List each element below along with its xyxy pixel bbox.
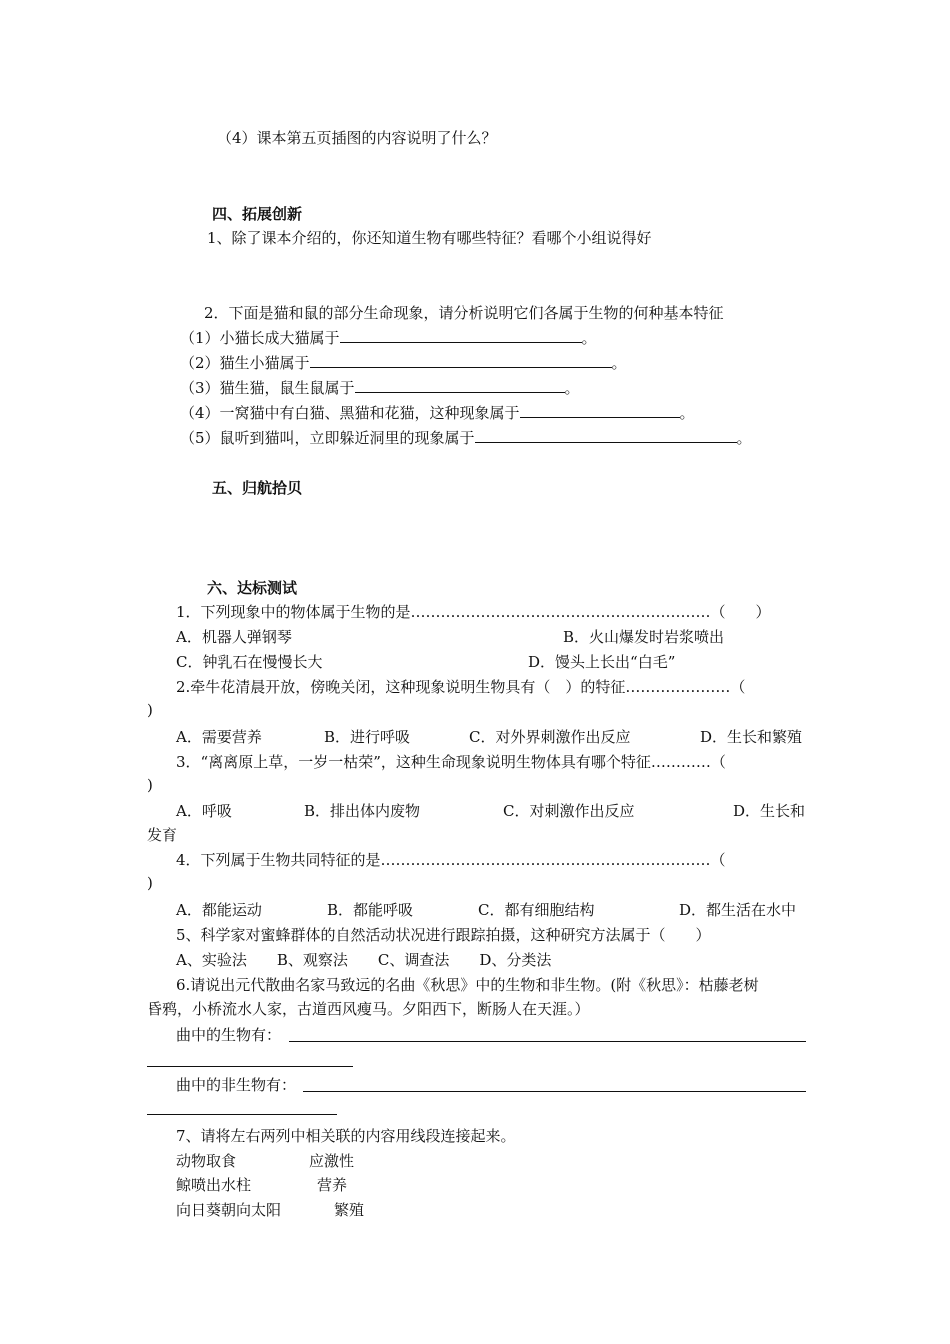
end-mark: 。 xyxy=(564,379,580,397)
answer-blank[interactable] xyxy=(340,328,582,343)
bio-label: 曲中的生物有： xyxy=(176,1026,282,1044)
cat-item-2-text: （2）猫生小猫属于 xyxy=(180,354,310,372)
test-q6-line-2: 昏鸦，小桥流水人家，古道西风瘦马。夕阳西下，断肠人在天涯。） xyxy=(147,1000,590,1018)
test-q3-option-a[interactable]: A．呼吸 xyxy=(176,802,232,820)
cat-item-3-text: （3）猫生猫，鼠生鼠属于 xyxy=(180,379,355,397)
section-4-title: 四、拓展创新 xyxy=(212,205,303,223)
bio-answer-line-2[interactable] xyxy=(147,1066,353,1067)
test-q4-option-c[interactable]: C．都有细胞结构 xyxy=(478,901,595,919)
answer-blank[interactable] xyxy=(475,428,737,443)
match-left-1[interactable]: 动物取食 xyxy=(176,1152,237,1170)
nonbio-answer-line[interactable] xyxy=(303,1091,806,1092)
cat-item-4-text: （4）一窝猫中有白猫、黑猫和花猫，这种现象属于 xyxy=(180,404,520,422)
extension-q1: 1、除了课本介绍的，你还知道生物有哪些特征？看哪个小组说得好 xyxy=(207,229,652,247)
end-mark: 。 xyxy=(611,354,627,372)
question-4-prompt: （4）课本第五页插图的内容说明了什么？ xyxy=(217,129,497,147)
extension-q2-title: 2．下面是猫和鼠的部分生命现象，请分析说明它们各属于生物的何种基本特征 xyxy=(204,304,724,322)
cat-item-1-text: （1）小猫长成大猫属于 xyxy=(180,329,340,347)
match-right-3[interactable]: 繁殖 xyxy=(334,1201,365,1219)
test-q4-option-d[interactable]: D．都生活在水中 xyxy=(679,901,797,919)
end-mark: 。 xyxy=(736,429,752,447)
test-q1-option-c[interactable]: C．钟乳石在慢慢长大 xyxy=(176,653,323,671)
cat-item-5-text: （5）鼠听到猫叫，立即躲近洞里的现象属于 xyxy=(180,429,475,447)
test-q5-stem: 5、科学家对蜜蜂群体的自然活动状况进行跟踪拍摄，这种研究方法属于（ ） xyxy=(176,926,711,944)
cat-item-1 xyxy=(180,328,597,348)
test-q7-stem: 7、请将左右两列中相关联的内容用线段连接起来。 xyxy=(176,1127,516,1145)
test-q3-stem: 3．“离离原上草，一岁一枯荣”，这种生命现象说明生物体具有哪个特征…………（ xyxy=(176,753,726,771)
test-q3-option-d[interactable]: D．生长和 xyxy=(733,802,806,820)
test-q1-option-b[interactable]: B．火山爆发时岩浆喷出 xyxy=(563,628,725,646)
cat-item-2 xyxy=(180,353,627,373)
test-q2-option-c[interactable]: C．对外界刺激作出反应 xyxy=(469,728,631,746)
match-right-1[interactable]: 应激性 xyxy=(309,1152,355,1170)
answer-blank[interactable] xyxy=(310,353,612,368)
match-right-2[interactable]: 营养 xyxy=(317,1176,348,1194)
end-mark: 。 xyxy=(679,404,695,422)
test-q4-stem: 4．下列属于生物共同特征的是…………………………………………………………（ xyxy=(176,851,726,869)
test-q4-option-a[interactable]: A．都能运动 xyxy=(176,901,262,919)
section-5-title: 五、归航拾贝 xyxy=(212,479,303,497)
test-q5-options[interactable]: A、实验法 B、观察法 C、调查法 D、分类法 xyxy=(176,951,552,969)
section-6-title: 六、达标测试 xyxy=(207,579,298,597)
nonbio-label: 曲中的非生物有： xyxy=(176,1076,297,1094)
test-q1-stem: 1．下列现象中的物体属于生物的是……………………………………………………（ ） xyxy=(176,603,771,621)
test-q1-option-a[interactable]: A．机器人弹钢琴 xyxy=(176,628,292,646)
cat-item-3 xyxy=(180,378,580,398)
answer-blank[interactable] xyxy=(355,378,565,393)
end-mark: 。 xyxy=(581,329,597,347)
test-q3-option-d-continued: 发育 xyxy=(147,826,178,844)
test-q2-stem: 2.牵牛花清晨开放，傍晚关闭，这种现象说明生物具有（ ）的特征…………………（ xyxy=(176,678,746,696)
test-q3-stem-end: ) xyxy=(147,776,153,794)
cat-item-5 xyxy=(180,428,752,448)
match-left-2[interactable]: 鲸喷出水柱 xyxy=(176,1176,252,1194)
cat-item-4 xyxy=(180,403,695,423)
test-q6-line-1: 6.请说出元代散曲名家马致远的名曲《秋思》中的生物和非生物。(附《秋思》：枯藤老树 xyxy=(176,976,759,994)
test-q2-stem-end: ) xyxy=(147,701,153,719)
test-q2-option-d[interactable]: D．生长和繁殖 xyxy=(700,728,803,746)
answer-blank[interactable] xyxy=(520,403,680,418)
bio-answer-line[interactable] xyxy=(289,1041,806,1042)
nonbio-answer-line-2[interactable] xyxy=(147,1114,337,1115)
test-q2-option-a[interactable]: A．需要营养 xyxy=(176,728,262,746)
test-q3-option-c[interactable]: C．对刺激作出反应 xyxy=(503,802,635,820)
test-q3-option-b[interactable]: B．排出体内废物 xyxy=(304,802,421,820)
test-q1-option-d[interactable]: D．馒头上长出“白毛” xyxy=(528,653,676,671)
test-q4-option-b[interactable]: B．都能呼吸 xyxy=(327,901,414,919)
test-q2-option-b[interactable]: B．进行呼吸 xyxy=(324,728,411,746)
test-q4-stem-end: ) xyxy=(147,874,153,892)
match-left-3[interactable]: 向日葵朝向太阳 xyxy=(176,1201,282,1219)
